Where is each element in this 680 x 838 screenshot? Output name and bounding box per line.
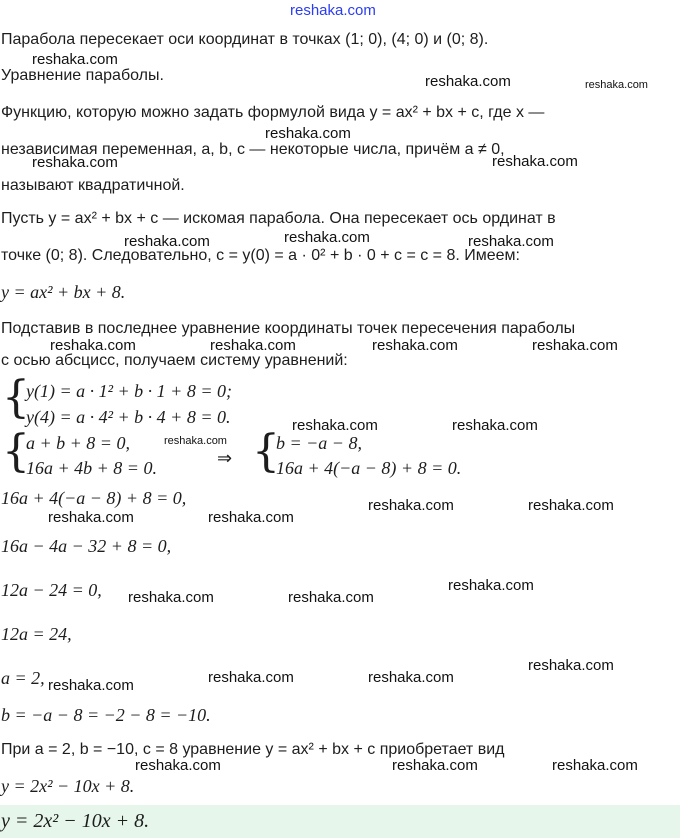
system-3-eq-1: b = −a − 8, [276,433,362,453]
watermark: reshaka.com [32,154,118,171]
system-brace-3: { [252,426,280,477]
watermark: reshaka.com [164,435,227,447]
watermark: reshaka.com [48,677,134,694]
watermark: reshaka.com [50,337,136,354]
system-brace-1: { [2,372,30,423]
watermark: reshaka.com [124,233,210,250]
solution-line-2: точке (0; 8). Следовательно, c = y(0) = a · 0² + b · 0 + c = c = 8. Имеем: [1,247,520,264]
watermark: reshaka.com [208,509,294,526]
step-6: b = −a − 8 = −2 − 8 = −10. [1,705,211,725]
watermark: reshaka.com [425,73,511,90]
watermark: reshaka.com [284,229,370,246]
watermark: reshaka.com [528,497,614,514]
watermark: reshaka.com [532,337,618,354]
watermark: reshaka.com [368,497,454,514]
watermark: reshaka.com [128,589,214,606]
watermark: reshaka.com [288,589,374,606]
conclusion-line-1: При a = 2, b = −10, c = 8 уравнение y = ax² + bx + c приобретает вид [1,741,505,758]
system-brace-2: { [2,426,30,477]
watermark: reshaka.com [208,669,294,686]
watermark: reshaka.com [452,417,538,434]
substitution-line-1: Подставив в последнее уравнение координаты точек пересечения параболы [1,320,576,337]
step-3: 12a − 24 = 0, [1,580,102,600]
watermark: reshaka.com [468,233,554,250]
definition-line-2: независимая переменная, a, b, c — некоторые числа, причём a ≠ 0, [1,141,505,158]
system-1-eq-1: y(1) = a · 1² + b · 1 + 8 = 0; [26,381,232,401]
step-2: 16a − 4a − 32 + 8 = 0, [1,536,172,556]
watermark: reshaka.com [265,125,351,142]
answer-equation: y = 2x² − 10x + 8. [1,810,150,832]
watermark: reshaka.com [32,51,118,68]
watermark: reshaka.com [135,757,221,774]
step-5: a = 2, [1,668,45,688]
system-1-eq-2: y(4) = a · 4² + b · 4 + 8 = 0. [26,407,231,427]
watermark: reshaka.com [210,337,296,354]
watermark: reshaka.com [552,757,638,774]
implies-arrow: ⇒ [217,448,233,468]
watermark: reshaka.com [292,417,378,434]
watermark: reshaka.com [372,337,458,354]
definition-line-1: Функцию, которую можно задать формулой вида y = ax² + bx + c, где x — [1,104,545,121]
system-2-eq-2: 16a + 4b + 8 = 0. [26,458,157,478]
equation-general: y = ax² + bx + 8. [1,282,126,302]
substitution-line-2: с осью абсцисс, получаем систему уравнений: [1,352,348,369]
definition-line-3: называют квадратичной. [1,177,185,194]
watermark: reshaka.com [368,669,454,686]
watermark: reshaka.com [585,79,648,91]
watermark: reshaka.com [492,153,578,170]
solution-line-1: Пусть y = ax² + bx + c — искомая парабола. Она пересекает ось ординат в [1,210,556,227]
step-1: 16a + 4(−a − 8) + 8 = 0, [1,488,187,508]
step-4: 12a = 24, [1,624,72,644]
watermark: reshaka.com [48,509,134,526]
conclusion-equation: y = 2x² − 10x + 8. [1,776,135,796]
system-2-eq-1: a + b + 8 = 0, [26,433,130,453]
watermark: reshaka.com [448,577,534,594]
watermark: reshaka.com [392,757,478,774]
watermark: reshaka.com [528,657,614,674]
system-3-eq-2: 16a + 4(−a − 8) + 8 = 0. [276,458,462,478]
site-header-link[interactable]: reshaka.com [290,2,376,19]
intro-line-1: Парабола пересекает оси координат в точках (1; 0), (4; 0) и (0; 8). [1,31,489,48]
intro-line-2: Уравнение параболы. [1,67,164,84]
